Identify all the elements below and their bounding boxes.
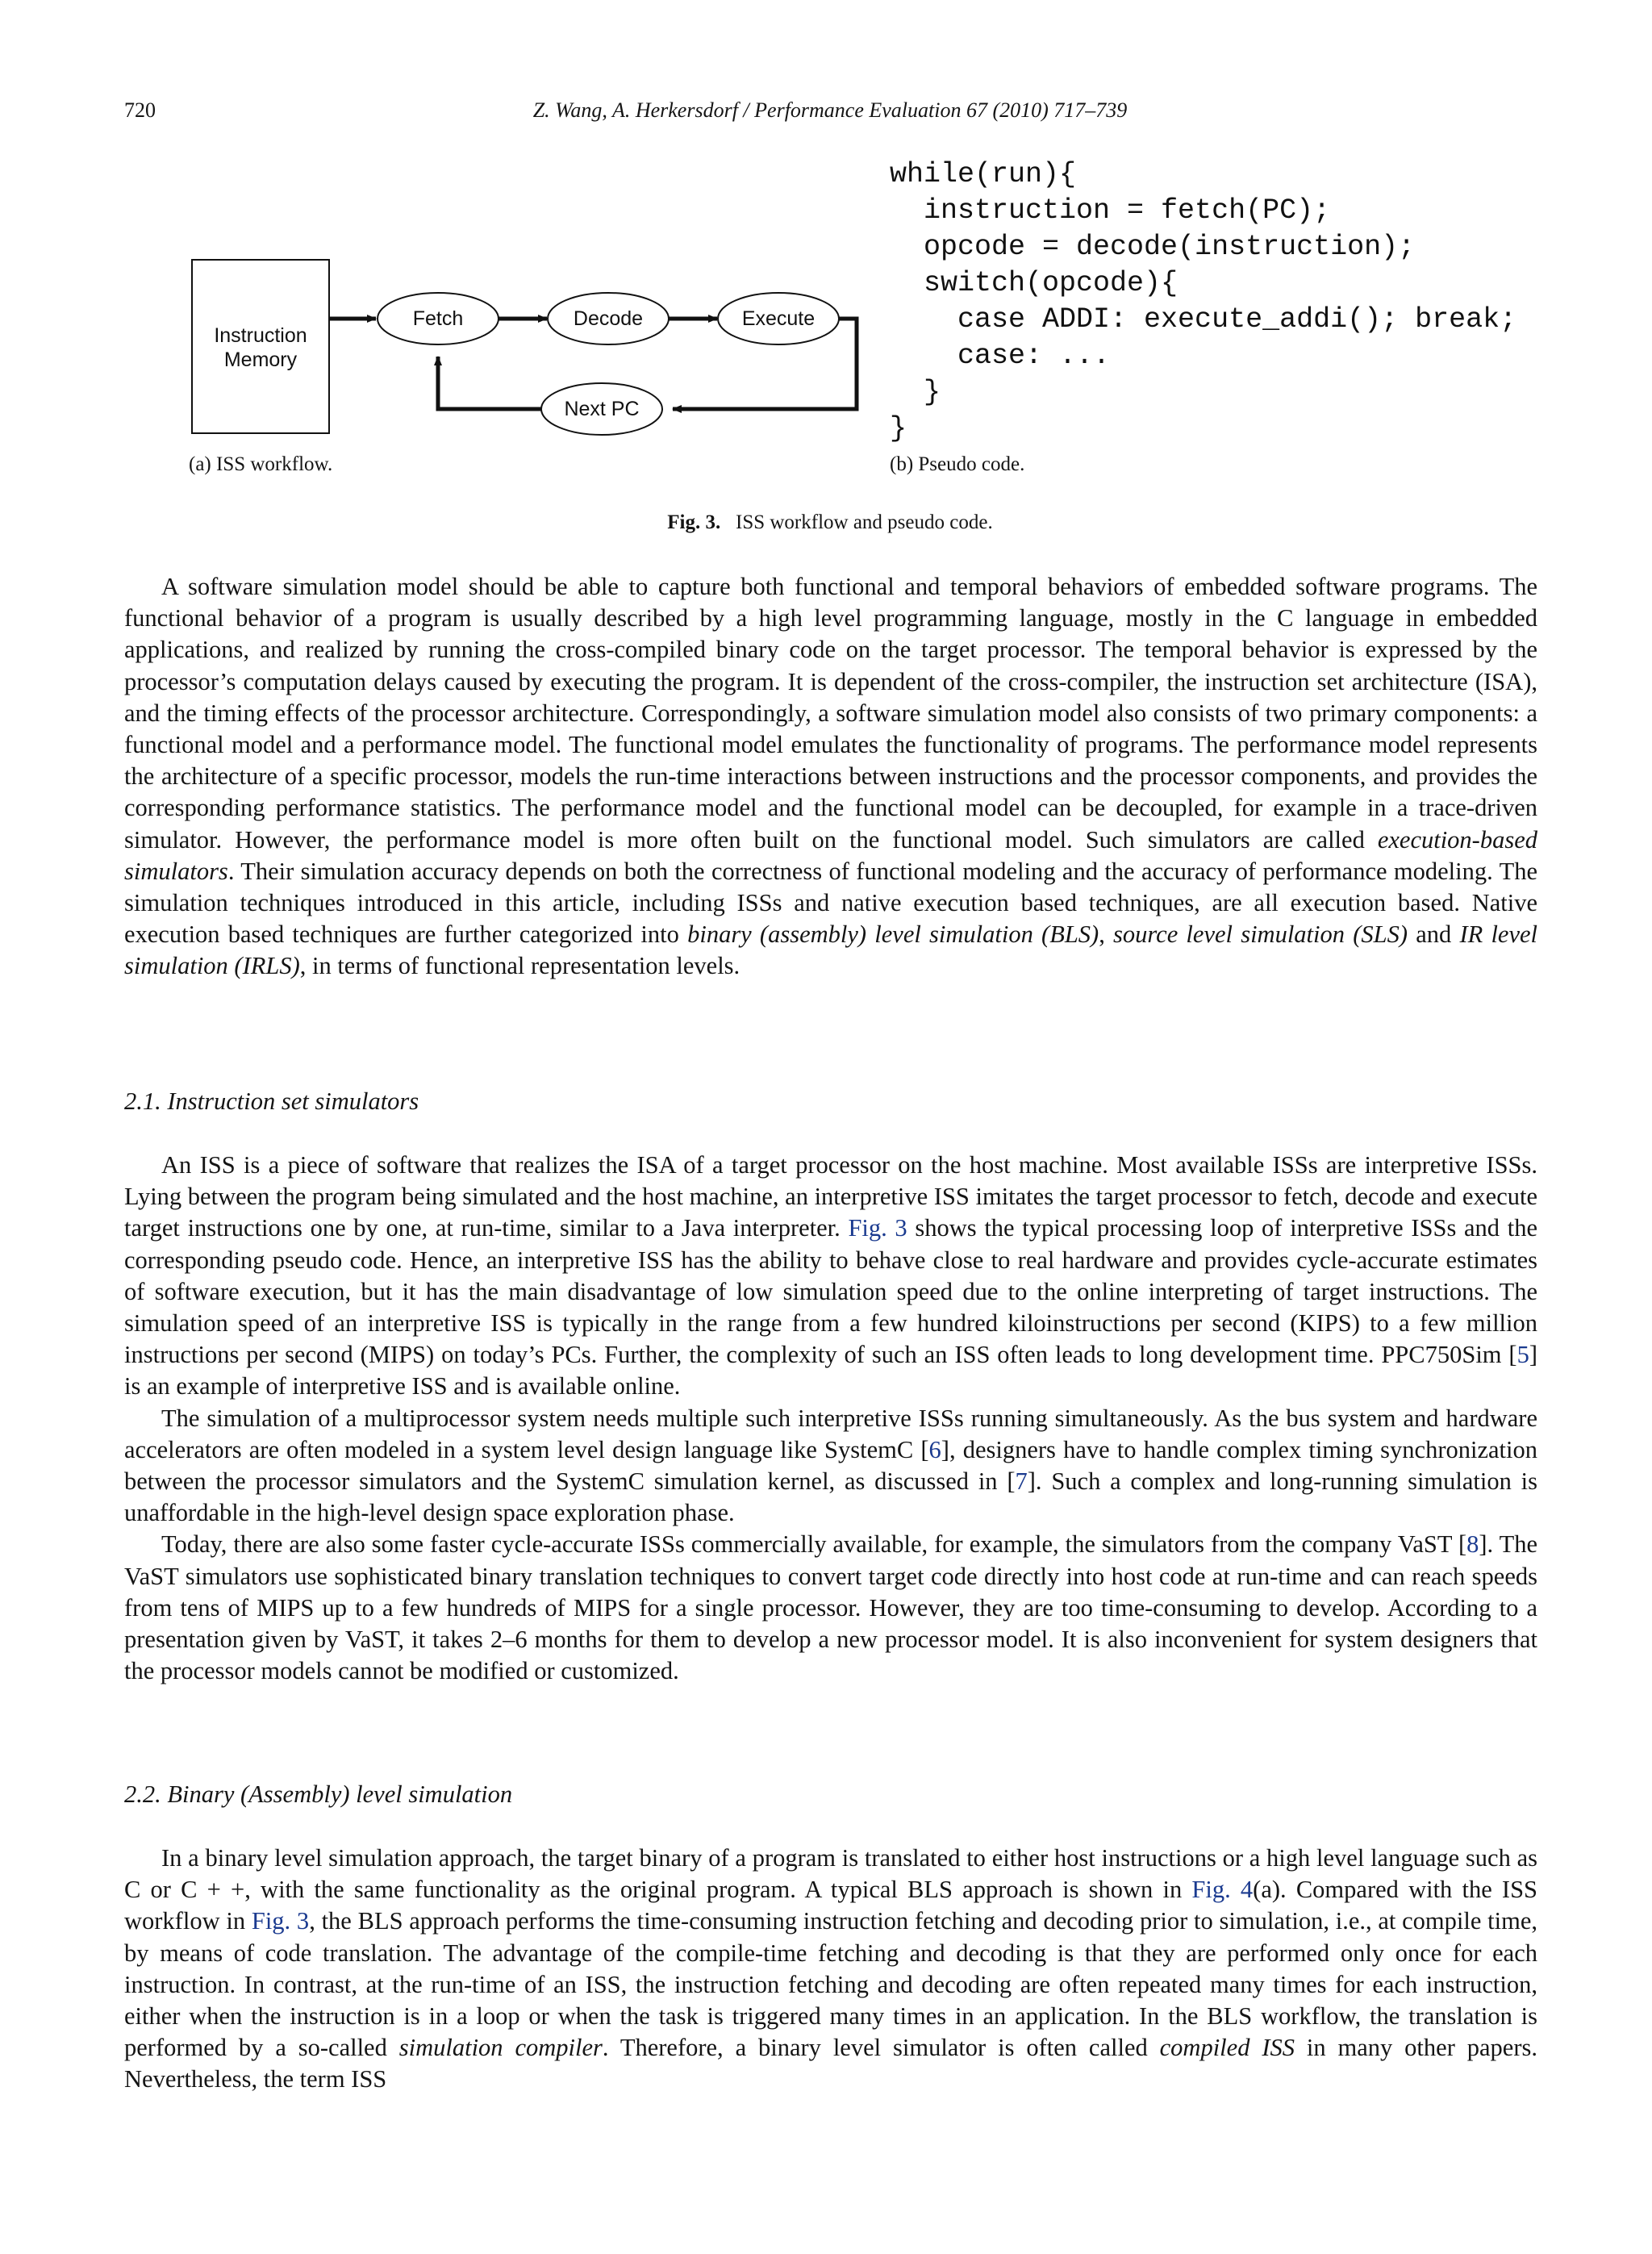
text-run: ,	[1099, 920, 1114, 949]
text-run: The simulation of a multiprocessor system needs multiple such interpretive ISSs running simultaneously. As the bus system and hardware accelerators are often modeled in a system level design language like SystemC [	[124, 1404, 1537, 1463]
page-number: 720	[124, 98, 156, 122]
text-run: An ISS is a piece of software that realizes the ISA of a target processor on the host machine. Most available ISSs are interpretive ISSs. Lying between the program being simulated and the host machine, an interpretive ISS imitates the target processor to fetch, decode and execute target instructions one by one, at run-time, similar to a Java interpreter.	[124, 1151, 1537, 1242]
page-header	[124, 98, 1536, 131]
text-run: Today, there are also some faster cycle-accurate ISSs commercially available, for example, the simulators from the company VaST [	[161, 1530, 1467, 1559]
figure-caption-label: Fig. 3.	[667, 511, 721, 533]
figure-caption-text: ISS workflow and pseudo code.	[736, 511, 993, 533]
running-title: Z. Wang, A. Herkersdorf / Performance Evaluation 67 (2010) 717–739	[532, 98, 1128, 122]
iss-section-body	[124, 1150, 1537, 1687]
code-line: opcode = decode(instruction);	[890, 231, 1416, 263]
next-pc-label: Next PC	[564, 398, 640, 420]
italic-term: IR level simulation (IRLS)	[124, 920, 1538, 980]
iss-workflow-diagram	[182, 250, 876, 444]
code-line: case ADDI: execute_addi(); break;	[890, 303, 1517, 336]
section-heading-2-2: 2.2. Binary (Assembly) level simulation	[124, 1780, 513, 1808]
instruction-memory-label-1: Instruction	[214, 324, 307, 347]
code-line: switch(opcode){	[890, 267, 1179, 299]
paragraph	[124, 1529, 1537, 1687]
fetch-label: Fetch	[412, 307, 464, 330]
ref-7-link[interactable]: 7	[1015, 1467, 1028, 1496]
italic-term: source level simulation (SLS)	[1113, 920, 1408, 949]
italic-term: simulation compiler	[398, 2034, 603, 2062]
instruction-memory-label-2: Memory	[223, 349, 298, 371]
italic-term: execution-based simulators	[124, 825, 1537, 885]
text-run: . Therefore, a binary level simulator is often called	[602, 2034, 1160, 2062]
paragraph	[124, 1403, 1537, 1530]
ref-8-link[interactable]: 8	[1466, 1530, 1479, 1559]
text-run: ], designers have to handle complex timing synchronization between the processor simulators and the SystemC simulation kernel, as discussed in [	[124, 1435, 1537, 1496]
text-run: , in terms of functional representation levels.	[299, 952, 740, 980]
code-line: }	[890, 412, 907, 445]
text-run: ]. The VaST simulators use sophisticated binary translation techniques to convert target code directly into host code at run-time and can reach speeds from tens of MIPS up to a few hundreds of MIPS for a single processor. However, they are too time-consuming to develop. According to a presentation given by VaST, it takes 2–6 months for them to develop a new processor model. It is also inconvenient for system designers that the processor models cannot be modified or customized.	[124, 1530, 1537, 1685]
ref-5-link[interactable]: 5	[1516, 1341, 1529, 1369]
fig3-link[interactable]: Fig. 3	[848, 1214, 907, 1242]
fig3-link[interactable]: Fig. 3	[251, 1907, 310, 1935]
text-run: shows the typical processing loop of interpretive ISSs and the corresponding pseudo code. Hence, an interpretive ISS has the ability to behave close to real hardware and provides cycle-accurate estimates of software execution, but it has the main disadvantage of low simulation speed due to the online interpreting of target instructions. The simulation speed of an interpretive ISS is typically in the range from a few hundred kiloinstructions per second (KIPS) to a few million instructions per second (MIPS) on today’s PCs. Further, the complexity of such an ISS often leads to long development time. PPC750Sim [	[124, 1214, 1537, 1369]
decode-label: Decode	[573, 307, 644, 330]
text-run: and	[1407, 920, 1460, 949]
subcaption-a: (a) ISS workflow.	[189, 453, 333, 475]
bls-section-body	[124, 1843, 1537, 2096]
text-run: In a binary level simulation approach, the target binary of a program is translated to either host instructions or a high level language such as C or C + +, with the same functionality as the original program. A typical BLS approach is shown in	[124, 1844, 1537, 1904]
code-line: while(run){	[890, 158, 1077, 190]
execute-label: Execute	[741, 307, 816, 330]
text-run: , the BLS approach performs the time-consuming instruction fetching and decoding prior to simulation, i.e., at compile time, by means of code translation. The advantage of the compile-time fetching and decoding is that they are performed only once for each instruction. In contrast, at the run-time of an ISS, the instruction fetching and decoding are often repeated many times for each instruction, either when the instruction is in a loop or when the task is triggered many times in an application. In the BLS workflow, the translation is performed by a so-called	[124, 1907, 1537, 2062]
italic-term: compiled ISS	[1159, 2034, 1295, 2062]
code-line: case: ...	[890, 340, 1111, 372]
text-run: ]. Such a complex and long-running simulation is unaffordable in the high-level design space exploration phase.	[124, 1467, 1537, 1527]
paragraph	[124, 571, 1537, 983]
section-heading-2-1: 2.1. Instruction set simulators	[124, 1087, 419, 1115]
code-line: instruction = fetch(PC);	[890, 194, 1331, 227]
subcaption-b: (b) Pseudo code.	[890, 453, 1025, 475]
code-line: }	[890, 376, 941, 408]
text-run: in many other papers. Nevertheless, the term ISS	[124, 2034, 1537, 2093]
pseudo-code-block	[890, 157, 1516, 447]
text-run: ] is an example of interpretive ISS and is available online.	[124, 1341, 1537, 1400]
paragraph	[124, 1843, 1537, 2096]
text-run: A software simulation model should be able to capture both functional and temporal behaviors of embedded software programs. The functional behavior of a program is usually described by a high level programming language, mostly in the C language in embedded applications, and realized by running the cross-compiled binary code on the target processor. The temporal behavior is expressed by the processor’s computation delays caused by executing the program. It is dependent of the cross-compiler, the instruction set architecture (ISA), and the timing effects of the processor architecture. Correspondingly, a software simulation model also consists of two primary components: a functional model and a performance model. The functional model emulates the functionality of programs. The performance model represents the architecture of a specific processor, models the run-time interactions between instructions and the processor components, and provides the corresponding performance statistics. The performance model and the functional model can be decoupled, for example in a trace-driven simulator. However, the performance model is more often built on the functional model. Such simulators are called	[124, 573, 1537, 854]
italic-term: binary (assembly) level simulation (BLS)	[687, 920, 1099, 949]
fig4-link[interactable]: Fig. 4	[1191, 1876, 1254, 1904]
text-run: . Their simulation accuracy depends on both the correctness of functional modeling and the accuracy of performance modeling. The simulation techniques introduced in this article, including ISSs and native execution based techniques, are all execution based. Native execution based techniques are further categorized into	[124, 857, 1537, 949]
text-run: (a). Compared with the ISS workflow in	[124, 1876, 1538, 1935]
ref-6-link[interactable]: 6	[928, 1435, 941, 1463]
intro-section	[124, 571, 1537, 983]
nextpc-to-fetch-arrow	[438, 357, 541, 409]
figure-caption	[124, 511, 1536, 534]
paragraph	[124, 1150, 1537, 1403]
